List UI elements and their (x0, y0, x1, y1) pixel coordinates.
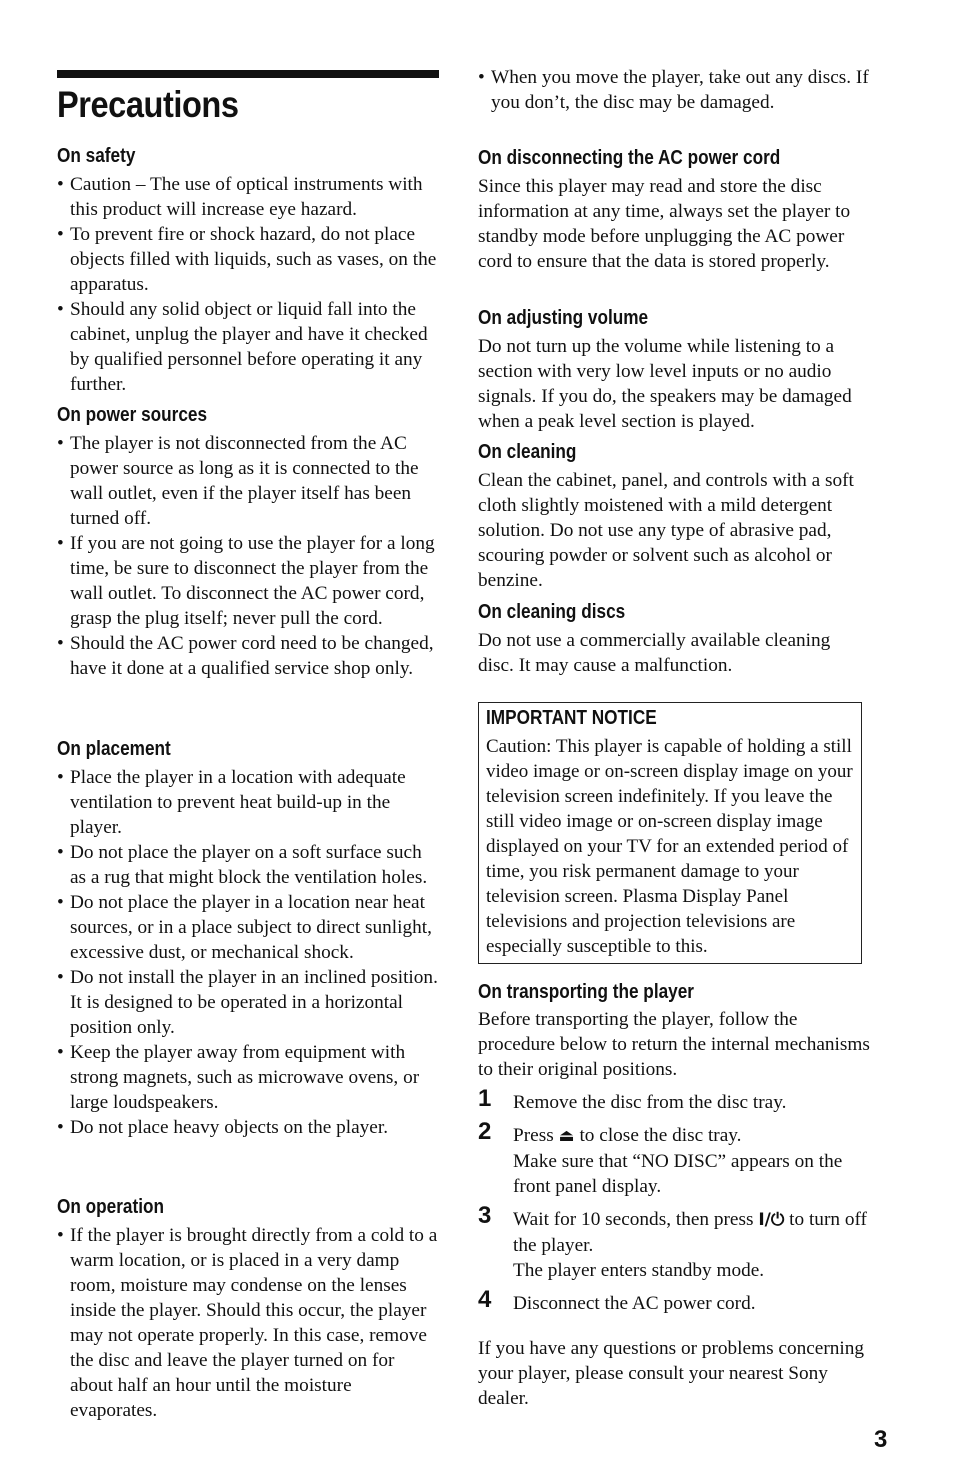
list-item: • Should any solid object or liquid fall into the cabinet, unplug the player and have it checked by qualified personnel before operating it any further. (57, 297, 439, 397)
section-volume (478, 306, 870, 434)
list-item: • If the player is brought directly from a cold to a warm location, or is placed in a very damp room, moisture may condense on the lenses inside the player. Should this occur, the player may not operate properly. In this case, remove the disc and leave the player turned on for about half an hour until the moisture evaporates. (57, 1223, 439, 1423)
heading-cleaning: On cleaning (478, 441, 577, 463)
heading-placement: On placement (57, 738, 171, 760)
list-item: • Do not place heavy objects on the player. (57, 1115, 439, 1140)
heading-safety: On safety (57, 145, 136, 167)
step-item (478, 1085, 870, 1115)
section-safety (57, 144, 439, 397)
list-move (478, 65, 870, 115)
closing-paragraph: If you have any questions or problems concerning your player, please consult your nearest Sony dealer. (478, 1338, 865, 1409)
step-number: 2 (478, 1118, 492, 1145)
page-title: Precautions (57, 84, 239, 125)
heading-cleaning-discs: On cleaning discs (478, 601, 626, 623)
list-item: • Do not install the player in an inclined position. It is designed to be operated in a horizontal position only. (57, 965, 439, 1040)
power-icon: I/⏻ (758, 1210, 785, 1230)
paragraph-cleaning-discs: Do not use a commercially available cleaning disc. It may cause a malfunction. (478, 630, 831, 676)
paragraph-volume: Do not turn up the volume while listening to a section with very low level inputs or no audio signals. If you do, the speakers may be damaged when a peak level section is played. (478, 336, 852, 432)
paragraph-cleaning: Clean the cabinet, panel, and controls with a soft cloth slightly moistened with a mild detergent solution. Do not use any type of abrasive pad, scouring powder or solvent such as alcohol or benzine. (478, 470, 854, 591)
list-item: • Should the AC power cord need to be changed, have it done at a qualified service shop only. (57, 631, 439, 681)
notice-heading: IMPORTANT NOTICE (486, 707, 657, 729)
paragraph-transport: Before transporting the player, follow the procedure below to return the internal mechanisms to their original positions. (478, 1009, 870, 1080)
list-item: • If you are not going to use the player for a long time, be sure to disconnect the player from the wall outlet. To disconnect the AC power cord, grasp the plug itself; never pull the cord. (57, 531, 439, 631)
list-item: • Do not place the player on a soft surface such as a rug that might block the ventilation holes. (57, 840, 439, 890)
step-number: 3 (478, 1202, 492, 1229)
list-safety (57, 172, 439, 397)
section-move (478, 65, 870, 115)
section-disconnect (478, 146, 870, 274)
section-cleaning (478, 440, 870, 593)
section-cleaning-discs (478, 600, 870, 678)
step-text: Remove the disc from the disc tray. (513, 1092, 787, 1113)
notice-text: Caution: This player is capable of holding a still video image or on-screen display image on your television screen indefinitely. If you leave the still video image or on-screen display image displayed on your TV for an extended period of time, you risk permanent damage to your television screen. Plasma Display Panel televisions and projection televisions are especially susceptible to this. (486, 736, 853, 957)
list-item: • To prevent fire or shock hazard, do not place objects filled with liquids, such as vases, on the apparatus. (57, 222, 439, 297)
step-note: The player enters standby mode. (513, 1260, 765, 1281)
steps-list (478, 1085, 870, 1316)
section-transport (478, 980, 870, 1316)
step-text: Press (513, 1125, 554, 1146)
important-notice-box (478, 702, 862, 964)
heading-operation: On operation (57, 1196, 165, 1218)
step-item (478, 1286, 870, 1316)
list-power (57, 431, 439, 681)
page-number: 3 (874, 1426, 888, 1453)
step-number: 4 (478, 1286, 492, 1313)
section-power (57, 403, 439, 681)
eject-icon: ⏏ (558, 1126, 575, 1146)
list-operation (57, 1223, 439, 1423)
list-item: • When you move the player, take out any discs. If you don’t, the disc may be damaged. (478, 65, 870, 115)
list-item: • Do not place the player in a location near heat sources, or in a place subject to direct sunlight, excessive dust, or mechanical shock. (57, 890, 439, 965)
title-rule (57, 70, 439, 78)
list-item: • Keep the player away from equipment with strong magnets, such as microwave ovens, or large loudspeakers. (57, 1040, 439, 1115)
heading-power: On power sources (57, 404, 208, 426)
step-number: 1 (478, 1085, 492, 1112)
step-text: Disconnect the AC power cord. (513, 1293, 756, 1314)
heading-transport: On transporting the player (478, 981, 694, 1003)
heading-disconnect: On disconnecting the AC power cord (478, 147, 781, 169)
section-operation (57, 1195, 439, 1423)
step-note: Make sure that “NO DISC” appears on the front panel display. (513, 1151, 843, 1197)
list-item: • Place the player in a location with adequate ventilation to prevent heat build-up in the player. (57, 765, 439, 840)
paragraph-disconnect: Since this player may read and store the disc information at any time, always set the player to standby mode before unplugging the AC power cord to ensure that the data is stored properly. (478, 176, 851, 272)
step-text: to close the disc tray. (579, 1125, 742, 1146)
heading-volume: On adjusting volume (478, 307, 649, 329)
step-item (478, 1118, 870, 1199)
section-placement (57, 737, 439, 1140)
step-text: to turn off the player. (513, 1209, 867, 1256)
list-placement (57, 765, 439, 1140)
step-text: Wait for 10 seconds, then press (513, 1209, 754, 1230)
list-item: • Caution – The use of optical instruments with this product will increase eye hazard. (57, 172, 439, 222)
step-item (478, 1202, 870, 1283)
list-item: • The player is not disconnected from the AC power source as long as it is connected to the wall outlet, even if the player itself has been turned off. (57, 431, 439, 531)
